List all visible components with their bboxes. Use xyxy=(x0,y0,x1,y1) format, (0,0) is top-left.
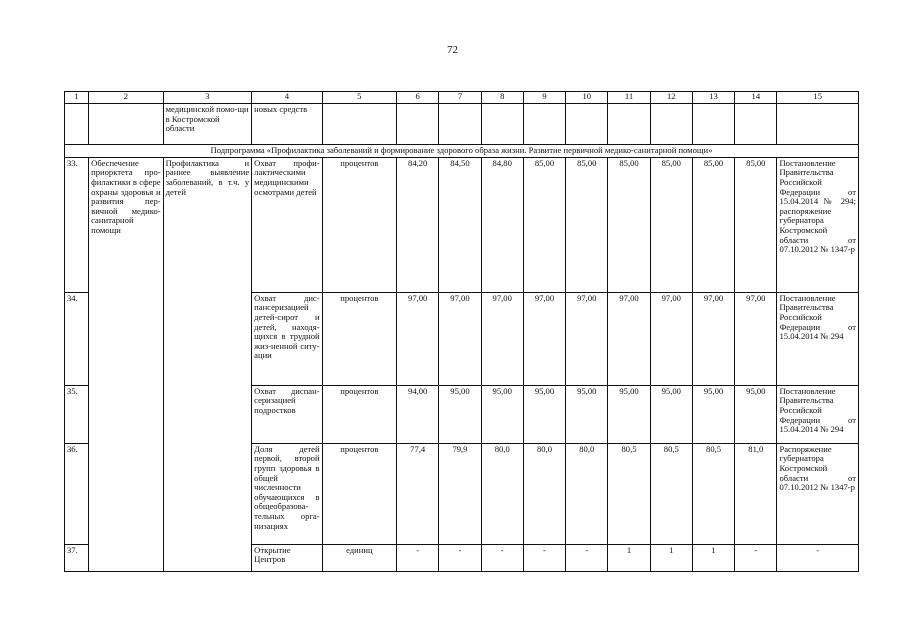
basis-cell: Постановление Правительства Российской Федерации от 15.04.2014 № 294 xyxy=(777,292,859,385)
measure-cell: Профилактика и раннее выявление заболеваний, в т.ч. у детей xyxy=(163,157,252,571)
value-cell: 80,5 xyxy=(650,443,692,544)
value-cell: 79,9 xyxy=(439,443,481,544)
value-cell: 95,00 xyxy=(650,385,692,443)
continuation-measure: медицинской помо-щи в Костромской области xyxy=(163,104,252,145)
column-number: 4 xyxy=(252,92,322,104)
row-number: 34. xyxy=(65,292,89,385)
value-cell: 80,0 xyxy=(523,443,565,544)
value-cell: 97,00 xyxy=(692,292,734,385)
unit-cell: процентов xyxy=(322,157,396,292)
basis-cell: Постановление Правительства Российской Федерации от 15.04.2014 № 294 xyxy=(777,385,859,443)
column-number: 13 xyxy=(692,92,734,104)
unit-cell: процентов xyxy=(322,443,396,544)
value-cell: 95,00 xyxy=(481,385,523,443)
column-number-row xyxy=(65,92,859,104)
column-number: 12 xyxy=(650,92,692,104)
value-cell: 95,00 xyxy=(692,385,734,443)
unit-cell: процентов xyxy=(322,292,396,385)
value-cell: 95,00 xyxy=(439,385,481,443)
continuation-indicator: новых средств xyxy=(252,104,322,145)
value-cell: 95,00 xyxy=(566,385,608,443)
indicator-cell: Открытие Центров xyxy=(252,544,322,571)
indicator-cell: Охват диспан-серизацией подростков xyxy=(252,385,322,443)
value-cell: 85,00 xyxy=(566,157,608,292)
value-cell: 97,00 xyxy=(650,292,692,385)
unit-cell: процентов xyxy=(322,385,396,443)
indicator-cell: Доля детей первой, второй групп здоровья в общей численности обучающихся в общеобразова-тельных орга-низациях xyxy=(252,443,322,544)
column-number: 8 xyxy=(481,92,523,104)
row-number: 36. xyxy=(65,443,89,544)
value-cell: 1 xyxy=(650,544,692,571)
value-cell: 95,00 xyxy=(608,385,650,443)
indicators-table xyxy=(64,91,859,572)
value-cell: - xyxy=(439,544,481,571)
value-cell: - xyxy=(735,544,777,571)
row-number: 37. xyxy=(65,544,89,571)
value-cell: 85,00 xyxy=(692,157,734,292)
value-cell: 85,00 xyxy=(650,157,692,292)
column-number: 3 xyxy=(163,92,252,104)
value-cell: 97,00 xyxy=(608,292,650,385)
value-cell: 94,00 xyxy=(397,385,439,443)
value-cell: 81,0 xyxy=(735,443,777,544)
row-number: 33. xyxy=(65,157,89,292)
value-cell: 97,00 xyxy=(566,292,608,385)
column-number: 7 xyxy=(439,92,481,104)
value-cell: 97,00 xyxy=(439,292,481,385)
value-cell: 1 xyxy=(692,544,734,571)
column-number: 15 xyxy=(777,92,859,104)
value-cell: 97,00 xyxy=(397,292,439,385)
value-cell: - xyxy=(523,544,565,571)
table-row xyxy=(65,157,859,292)
value-cell: 80,0 xyxy=(481,443,523,544)
indicator-cell: Охват дис-пансеризацией детей-сирот и детей, находя-щихся в трудной жиз-ненной ситу-ации xyxy=(252,292,322,385)
value-cell: 97,00 xyxy=(735,292,777,385)
value-cell: - xyxy=(397,544,439,571)
column-number: 9 xyxy=(523,92,565,104)
unit-cell: единиц xyxy=(322,544,396,571)
value-cell: 80,0 xyxy=(566,443,608,544)
subprogram-title: Подпрограмма «Профилактика заболеваний и формирование здорового образа жизни. Развитие первичной медико-санитарной помощи» xyxy=(65,145,859,158)
value-cell: 84,50 xyxy=(439,157,481,292)
value-cell: - xyxy=(481,544,523,571)
value-cell: 97,00 xyxy=(523,292,565,385)
basis-cell: Постановление Правительства Российской Федерации от 15.04.2014 № 294; распоряжение губернатора Костромской области от 07.10.2012 № 1347-р xyxy=(777,157,859,292)
column-number: 1 xyxy=(65,92,89,104)
value-cell: 80,5 xyxy=(608,443,650,544)
column-number: 5 xyxy=(322,92,396,104)
column-number: 6 xyxy=(397,92,439,104)
value-cell: 80,5 xyxy=(692,443,734,544)
basis-cell: Распоряжение губернатора Костромской области от 07.10.2012 № 1347-р xyxy=(777,443,859,544)
column-number: 14 xyxy=(735,92,777,104)
value-cell: 85,00 xyxy=(735,157,777,292)
page-number: 72 xyxy=(447,44,458,56)
column-number: 11 xyxy=(608,92,650,104)
row-number: 35. xyxy=(65,385,89,443)
value-cell: 84,20 xyxy=(397,157,439,292)
value-cell: 1 xyxy=(608,544,650,571)
value-cell: 97,00 xyxy=(481,292,523,385)
value-cell: 95,00 xyxy=(523,385,565,443)
value-cell: - xyxy=(566,544,608,571)
value-cell: 85,00 xyxy=(523,157,565,292)
goal-cell: Обеспечение приорктета про-филактики в сфере охраны здоровья и развития пер-вичной медико-санитарной помощи xyxy=(89,157,163,571)
basis-cell: - xyxy=(777,544,859,571)
value-cell: 85,00 xyxy=(608,157,650,292)
value-cell: 84,80 xyxy=(481,157,523,292)
column-number: 10 xyxy=(566,92,608,104)
column-number: 2 xyxy=(89,92,163,104)
indicator-cell: Охват профи-лактическими медицинскими осмотрами детей xyxy=(252,157,322,292)
value-cell: 77,4 xyxy=(397,443,439,544)
continuation-row xyxy=(65,104,859,145)
value-cell: 95,00 xyxy=(735,385,777,443)
subprogram-row xyxy=(65,145,859,158)
